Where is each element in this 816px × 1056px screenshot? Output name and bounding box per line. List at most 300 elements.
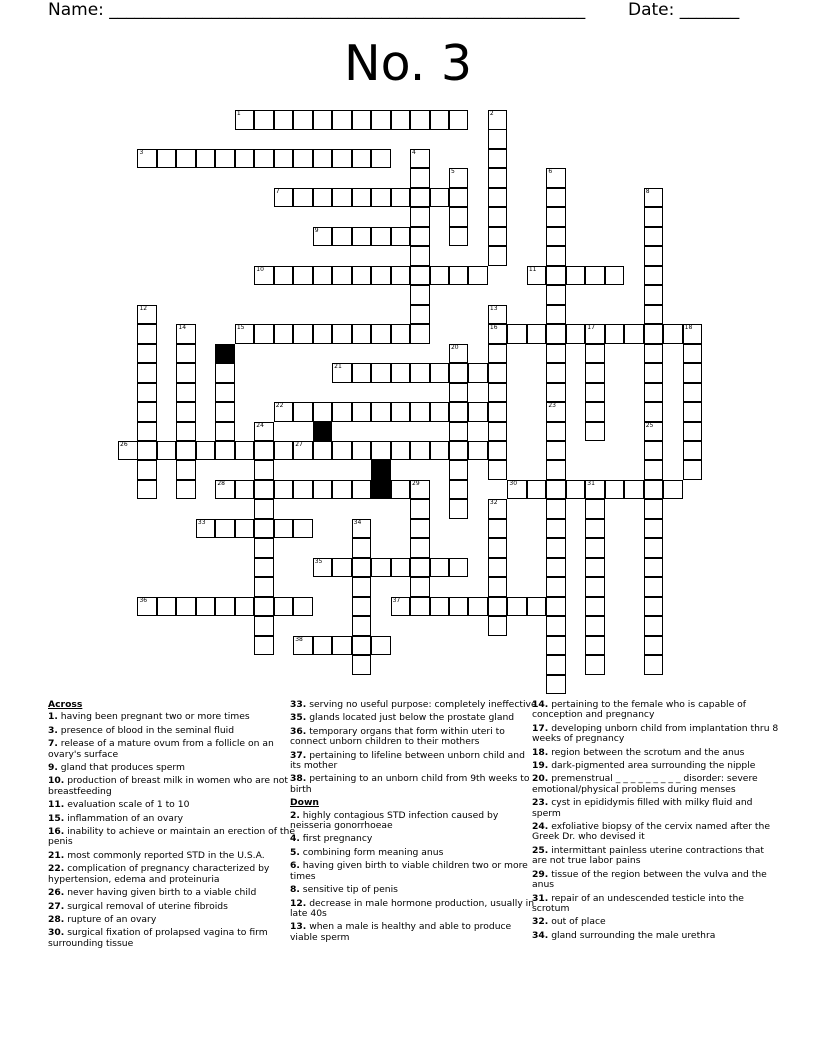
grid-cell[interactable] [644, 441, 664, 461]
grid-cell[interactable] [449, 227, 469, 247]
grid-cell[interactable] [352, 227, 372, 247]
grid-cell[interactable] [176, 441, 196, 461]
grid-cell[interactable] [546, 636, 566, 656]
grid-cell[interactable] [488, 324, 508, 344]
grid-cell[interactable] [410, 110, 430, 130]
grid-cell[interactable] [391, 266, 411, 286]
grid-cell[interactable] [644, 363, 664, 383]
grid-cell[interactable] [546, 168, 566, 188]
grid-cell[interactable] [176, 149, 196, 169]
grid-cell[interactable] [546, 675, 566, 695]
grid-cell[interactable] [352, 538, 372, 558]
grid-cell[interactable] [410, 168, 430, 188]
grid-cell[interactable] [352, 636, 372, 656]
grid-cell[interactable] [644, 324, 664, 344]
grid-cell[interactable] [468, 363, 488, 383]
grid-cell[interactable] [449, 344, 469, 364]
grid-cell[interactable] [176, 363, 196, 383]
grid-cell[interactable] [644, 266, 664, 286]
grid-cell[interactable] [391, 188, 411, 208]
grid-cell[interactable] [235, 324, 255, 344]
grid-cell[interactable] [488, 207, 508, 227]
grid-cell[interactable] [391, 597, 411, 617]
grid-cell[interactable] [176, 383, 196, 403]
grid-cell[interactable] [585, 519, 605, 539]
grid-cell[interactable] [371, 402, 391, 422]
grid-cell[interactable] [391, 558, 411, 578]
grid-cell[interactable] [352, 655, 372, 675]
grid-cell[interactable] [371, 227, 391, 247]
grid-cell[interactable] [352, 577, 372, 597]
grid-cell[interactable] [683, 383, 703, 403]
grid-cell[interactable] [527, 597, 547, 617]
grid-cell[interactable] [215, 519, 235, 539]
grid-cell[interactable] [352, 480, 372, 500]
grid-cell[interactable] [488, 558, 508, 578]
grid-cell[interactable] [644, 207, 664, 227]
grid-cell[interactable] [585, 266, 605, 286]
grid-cell[interactable] [527, 480, 547, 500]
grid-cell[interactable] [254, 422, 274, 442]
grid-cell[interactable] [391, 363, 411, 383]
grid-cell[interactable] [293, 110, 313, 130]
grid-cell[interactable] [663, 324, 683, 344]
grid-cell[interactable] [507, 597, 527, 617]
grid-cell[interactable] [410, 227, 430, 247]
grid-cell[interactable] [137, 149, 157, 169]
grid-cell[interactable] [585, 422, 605, 442]
grid-cell[interactable] [274, 519, 294, 539]
grid-cell[interactable] [410, 285, 430, 305]
grid-cell[interactable] [196, 149, 216, 169]
grid-cell[interactable] [546, 227, 566, 247]
grid-cell[interactable] [118, 441, 138, 461]
grid-cell[interactable] [546, 499, 566, 519]
grid-cell[interactable] [644, 344, 664, 364]
grid-cell[interactable] [215, 597, 235, 617]
grid-cell[interactable] [137, 460, 157, 480]
grid-cell[interactable] [488, 149, 508, 169]
grid-cell[interactable] [644, 402, 664, 422]
grid-cell[interactable] [449, 110, 469, 130]
grid-cell[interactable] [410, 305, 430, 325]
grid-cell[interactable] [352, 266, 372, 286]
grid-cell[interactable] [235, 110, 255, 130]
grid-cell[interactable] [546, 616, 566, 636]
grid-cell[interactable] [235, 480, 255, 500]
grid-cell[interactable] [585, 616, 605, 636]
grid-cell[interactable] [293, 636, 313, 656]
grid-cell[interactable] [176, 324, 196, 344]
grid-cell[interactable] [585, 402, 605, 422]
grid-cell[interactable] [371, 363, 391, 383]
grid-cell[interactable] [449, 460, 469, 480]
grid-cell[interactable] [546, 324, 566, 344]
grid-cell[interactable] [254, 558, 274, 578]
grid-cell[interactable] [215, 383, 235, 403]
grid-cell[interactable] [644, 227, 664, 247]
grid-cell[interactable] [605, 480, 625, 500]
grid-cell[interactable] [430, 110, 450, 130]
grid-cell[interactable] [683, 363, 703, 383]
grid-cell[interactable] [488, 383, 508, 403]
grid-cell[interactable] [137, 422, 157, 442]
grid-cell[interactable] [293, 266, 313, 286]
grid-cell[interactable] [449, 363, 469, 383]
grid-cell[interactable] [196, 441, 216, 461]
grid-cell[interactable] [215, 441, 235, 461]
grid-cell[interactable] [274, 402, 294, 422]
grid-cell[interactable] [546, 383, 566, 403]
grid-cell[interactable] [527, 324, 547, 344]
grid-cell[interactable] [215, 422, 235, 442]
grid-cell[interactable] [274, 110, 294, 130]
grid-cell[interactable] [546, 441, 566, 461]
grid-cell[interactable] [254, 266, 274, 286]
grid-cell[interactable] [430, 266, 450, 286]
grid-cell[interactable] [488, 519, 508, 539]
grid-cell[interactable] [488, 460, 508, 480]
grid-cell[interactable] [293, 519, 313, 539]
grid-cell[interactable] [352, 597, 372, 617]
grid-cell[interactable] [371, 188, 391, 208]
grid-cell[interactable] [254, 616, 274, 636]
grid-cell[interactable] [274, 480, 294, 500]
grid-cell[interactable] [546, 558, 566, 578]
grid-cell[interactable] [410, 266, 430, 286]
grid-cell[interactable] [371, 266, 391, 286]
grid-cell[interactable] [410, 538, 430, 558]
grid-cell[interactable] [332, 402, 352, 422]
grid-cell[interactable] [254, 480, 274, 500]
grid-cell[interactable] [313, 480, 333, 500]
grid-cell[interactable] [410, 499, 430, 519]
grid-cell[interactable] [313, 227, 333, 247]
grid-cell[interactable] [507, 324, 527, 344]
grid-cell[interactable] [371, 324, 391, 344]
grid-cell[interactable] [430, 558, 450, 578]
grid-cell[interactable] [235, 597, 255, 617]
grid-cell[interactable] [468, 266, 488, 286]
grid-cell[interactable] [293, 149, 313, 169]
grid-cell[interactable] [430, 441, 450, 461]
grid-cell[interactable] [546, 363, 566, 383]
grid-cell[interactable] [546, 655, 566, 675]
grid-cell[interactable] [585, 324, 605, 344]
grid-cell[interactable] [274, 597, 294, 617]
grid-cell[interactable] [293, 324, 313, 344]
grid-cell[interactable] [196, 597, 216, 617]
grid-cell[interactable] [215, 402, 235, 422]
grid-cell[interactable] [410, 363, 430, 383]
grid-cell[interactable] [449, 558, 469, 578]
grid-cell[interactable] [274, 149, 294, 169]
grid-cell[interactable] [644, 499, 664, 519]
grid-cell[interactable] [449, 480, 469, 500]
grid-cell[interactable] [313, 636, 333, 656]
grid-cell[interactable] [449, 383, 469, 403]
grid-cell[interactable] [488, 188, 508, 208]
grid-cell[interactable] [585, 383, 605, 403]
grid-cell[interactable] [410, 577, 430, 597]
grid-cell[interactable] [254, 597, 274, 617]
grid-cell[interactable] [488, 441, 508, 461]
grid-cell[interactable] [410, 480, 430, 500]
grid-cell[interactable] [644, 519, 664, 539]
grid-cell[interactable] [254, 441, 274, 461]
grid-cell[interactable] [410, 597, 430, 617]
grid-cell[interactable] [371, 558, 391, 578]
grid-cell[interactable] [313, 558, 333, 578]
grid-cell[interactable] [352, 558, 372, 578]
grid-cell[interactable] [137, 402, 157, 422]
grid-cell[interactable] [546, 597, 566, 617]
grid-cell[interactable] [254, 460, 274, 480]
grid-cell[interactable] [391, 441, 411, 461]
grid-cell[interactable] [352, 324, 372, 344]
grid-cell[interactable] [430, 188, 450, 208]
grid-cell[interactable] [527, 266, 547, 286]
grid-cell[interactable] [352, 363, 372, 383]
grid-cell[interactable] [332, 363, 352, 383]
grid-cell[interactable] [215, 480, 235, 500]
grid-cell[interactable] [235, 519, 255, 539]
grid-cell[interactable] [488, 499, 508, 519]
grid-cell[interactable] [352, 519, 372, 539]
grid-cell[interactable] [352, 402, 372, 422]
grid-cell[interactable] [274, 324, 294, 344]
grid-cell[interactable] [410, 207, 430, 227]
grid-cell[interactable] [293, 597, 313, 617]
grid-cell[interactable] [507, 480, 527, 500]
grid-cell[interactable] [391, 480, 411, 500]
grid-cell[interactable] [488, 538, 508, 558]
grid-cell[interactable] [332, 480, 352, 500]
grid-cell[interactable] [468, 441, 488, 461]
grid-cell[interactable] [488, 402, 508, 422]
grid-cell[interactable] [488, 246, 508, 266]
grid-cell[interactable] [176, 422, 196, 442]
grid-cell[interactable] [644, 305, 664, 325]
grid-cell[interactable] [176, 597, 196, 617]
grid-cell[interactable] [585, 636, 605, 656]
grid-cell[interactable] [644, 558, 664, 578]
grid-cell[interactable] [137, 344, 157, 364]
grid-cell[interactable] [644, 246, 664, 266]
grid-cell[interactable] [585, 480, 605, 500]
grid-cell[interactable] [683, 402, 703, 422]
grid-cell[interactable] [546, 538, 566, 558]
grid-cell[interactable] [488, 616, 508, 636]
grid-cell[interactable] [468, 597, 488, 617]
grid-cell[interactable] [663, 480, 683, 500]
grid-cell[interactable] [644, 460, 664, 480]
grid-cell[interactable] [137, 324, 157, 344]
grid-cell[interactable] [683, 441, 703, 461]
grid-cell[interactable] [449, 422, 469, 442]
grid-cell[interactable] [410, 402, 430, 422]
grid-cell[interactable] [644, 480, 664, 500]
grid-cell[interactable] [274, 188, 294, 208]
grid-cell[interactable] [352, 441, 372, 461]
grid-cell[interactable] [488, 168, 508, 188]
grid-cell[interactable] [585, 655, 605, 675]
grid-cell[interactable] [313, 324, 333, 344]
grid-cell[interactable] [585, 538, 605, 558]
grid-cell[interactable] [410, 188, 430, 208]
grid-cell[interactable] [391, 402, 411, 422]
grid-cell[interactable] [293, 402, 313, 422]
grid-cell[interactable] [254, 324, 274, 344]
grid-cell[interactable] [585, 558, 605, 578]
grid-cell[interactable] [644, 285, 664, 305]
grid-cell[interactable] [293, 441, 313, 461]
grid-cell[interactable] [449, 597, 469, 617]
grid-cell[interactable] [157, 149, 177, 169]
grid-cell[interactable] [644, 597, 664, 617]
grid-cell[interactable] [332, 558, 352, 578]
grid-cell[interactable] [624, 480, 644, 500]
grid-cell[interactable] [585, 363, 605, 383]
grid-cell[interactable] [449, 499, 469, 519]
grid-cell[interactable] [468, 402, 488, 422]
grid-cell[interactable] [410, 558, 430, 578]
grid-cell[interactable] [449, 266, 469, 286]
grid-cell[interactable] [254, 538, 274, 558]
grid-cell[interactable] [449, 402, 469, 422]
grid-cell[interactable] [683, 460, 703, 480]
grid-cell[interactable] [546, 577, 566, 597]
grid-cell[interactable] [254, 519, 274, 539]
grid-cell[interactable] [605, 324, 625, 344]
grid-cell[interactable] [254, 149, 274, 169]
grid-cell[interactable] [546, 422, 566, 442]
grid-cell[interactable] [644, 577, 664, 597]
grid-cell[interactable] [410, 441, 430, 461]
grid-cell[interactable] [644, 636, 664, 656]
grid-cell[interactable] [293, 188, 313, 208]
grid-cell[interactable] [332, 110, 352, 130]
grid-cell[interactable] [352, 188, 372, 208]
grid-cell[interactable] [449, 188, 469, 208]
grid-cell[interactable] [157, 597, 177, 617]
grid-cell[interactable] [430, 363, 450, 383]
grid-cell[interactable] [566, 266, 586, 286]
grid-cell[interactable] [546, 266, 566, 286]
grid-cell[interactable] [585, 597, 605, 617]
grid-cell[interactable] [313, 149, 333, 169]
grid-cell[interactable] [313, 110, 333, 130]
grid-cell[interactable] [644, 616, 664, 636]
grid-cell[interactable] [391, 227, 411, 247]
grid-cell[interactable] [546, 246, 566, 266]
grid-cell[interactable] [137, 597, 157, 617]
grid-cell[interactable] [137, 480, 157, 500]
grid-cell[interactable] [352, 149, 372, 169]
grid-cell[interactable] [546, 344, 566, 364]
grid-cell[interactable] [215, 363, 235, 383]
grid-cell[interactable] [235, 149, 255, 169]
grid-cell[interactable] [254, 636, 274, 656]
grid-cell[interactable] [644, 383, 664, 403]
grid-cell[interactable] [683, 324, 703, 344]
grid-cell[interactable] [313, 441, 333, 461]
grid-cell[interactable] [488, 129, 508, 149]
grid-cell[interactable] [546, 402, 566, 422]
grid-cell[interactable] [546, 305, 566, 325]
grid-cell[interactable] [644, 655, 664, 675]
grid-cell[interactable] [488, 110, 508, 130]
grid-cell[interactable] [683, 344, 703, 364]
grid-cell[interactable] [371, 636, 391, 656]
grid-cell[interactable] [624, 324, 644, 344]
grid-cell[interactable] [410, 246, 430, 266]
grid-cell[interactable] [157, 441, 177, 461]
grid-cell[interactable] [449, 441, 469, 461]
grid-cell[interactable] [293, 480, 313, 500]
grid-cell[interactable] [488, 597, 508, 617]
grid-cell[interactable] [371, 149, 391, 169]
grid-cell[interactable] [391, 110, 411, 130]
grid-cell[interactable] [410, 149, 430, 169]
grid-cell[interactable] [488, 363, 508, 383]
grid-cell[interactable] [585, 499, 605, 519]
grid-cell[interactable] [332, 636, 352, 656]
grid-cell[interactable] [313, 188, 333, 208]
grid-cell[interactable] [585, 344, 605, 364]
grid-cell[interactable] [332, 188, 352, 208]
grid-cell[interactable] [371, 441, 391, 461]
grid-cell[interactable] [410, 519, 430, 539]
grid-cell[interactable] [274, 441, 294, 461]
grid-cell[interactable] [332, 149, 352, 169]
grid-cell[interactable] [176, 402, 196, 422]
grid-cell[interactable] [254, 577, 274, 597]
grid-cell[interactable] [332, 266, 352, 286]
grid-cell[interactable] [430, 402, 450, 422]
grid-cell[interactable] [215, 149, 235, 169]
grid-cell[interactable] [332, 227, 352, 247]
grid-cell[interactable] [254, 110, 274, 130]
grid-cell[interactable] [196, 519, 216, 539]
grid-cell[interactable] [313, 266, 333, 286]
grid-cell[interactable] [644, 188, 664, 208]
grid-cell[interactable] [683, 422, 703, 442]
grid-cell[interactable] [644, 538, 664, 558]
grid-cell[interactable] [352, 110, 372, 130]
grid-cell[interactable] [430, 597, 450, 617]
grid-cell[interactable] [566, 324, 586, 344]
grid-cell[interactable] [410, 324, 430, 344]
grid-cell[interactable] [605, 266, 625, 286]
grid-cell[interactable] [546, 480, 566, 500]
grid-cell[interactable] [585, 577, 605, 597]
grid-cell[interactable] [176, 480, 196, 500]
grid-cell[interactable] [371, 110, 391, 130]
grid-cell[interactable] [546, 460, 566, 480]
grid-cell[interactable] [488, 422, 508, 442]
grid-cell[interactable] [449, 168, 469, 188]
grid-cell[interactable] [449, 207, 469, 227]
grid-cell[interactable] [254, 499, 274, 519]
grid-cell[interactable] [274, 266, 294, 286]
grid-cell[interactable] [488, 344, 508, 364]
grid-cell[interactable] [235, 441, 255, 461]
grid-cell[interactable] [176, 344, 196, 364]
grid-cell[interactable] [546, 207, 566, 227]
grid-cell[interactable] [352, 616, 372, 636]
grid-cell[interactable] [137, 363, 157, 383]
